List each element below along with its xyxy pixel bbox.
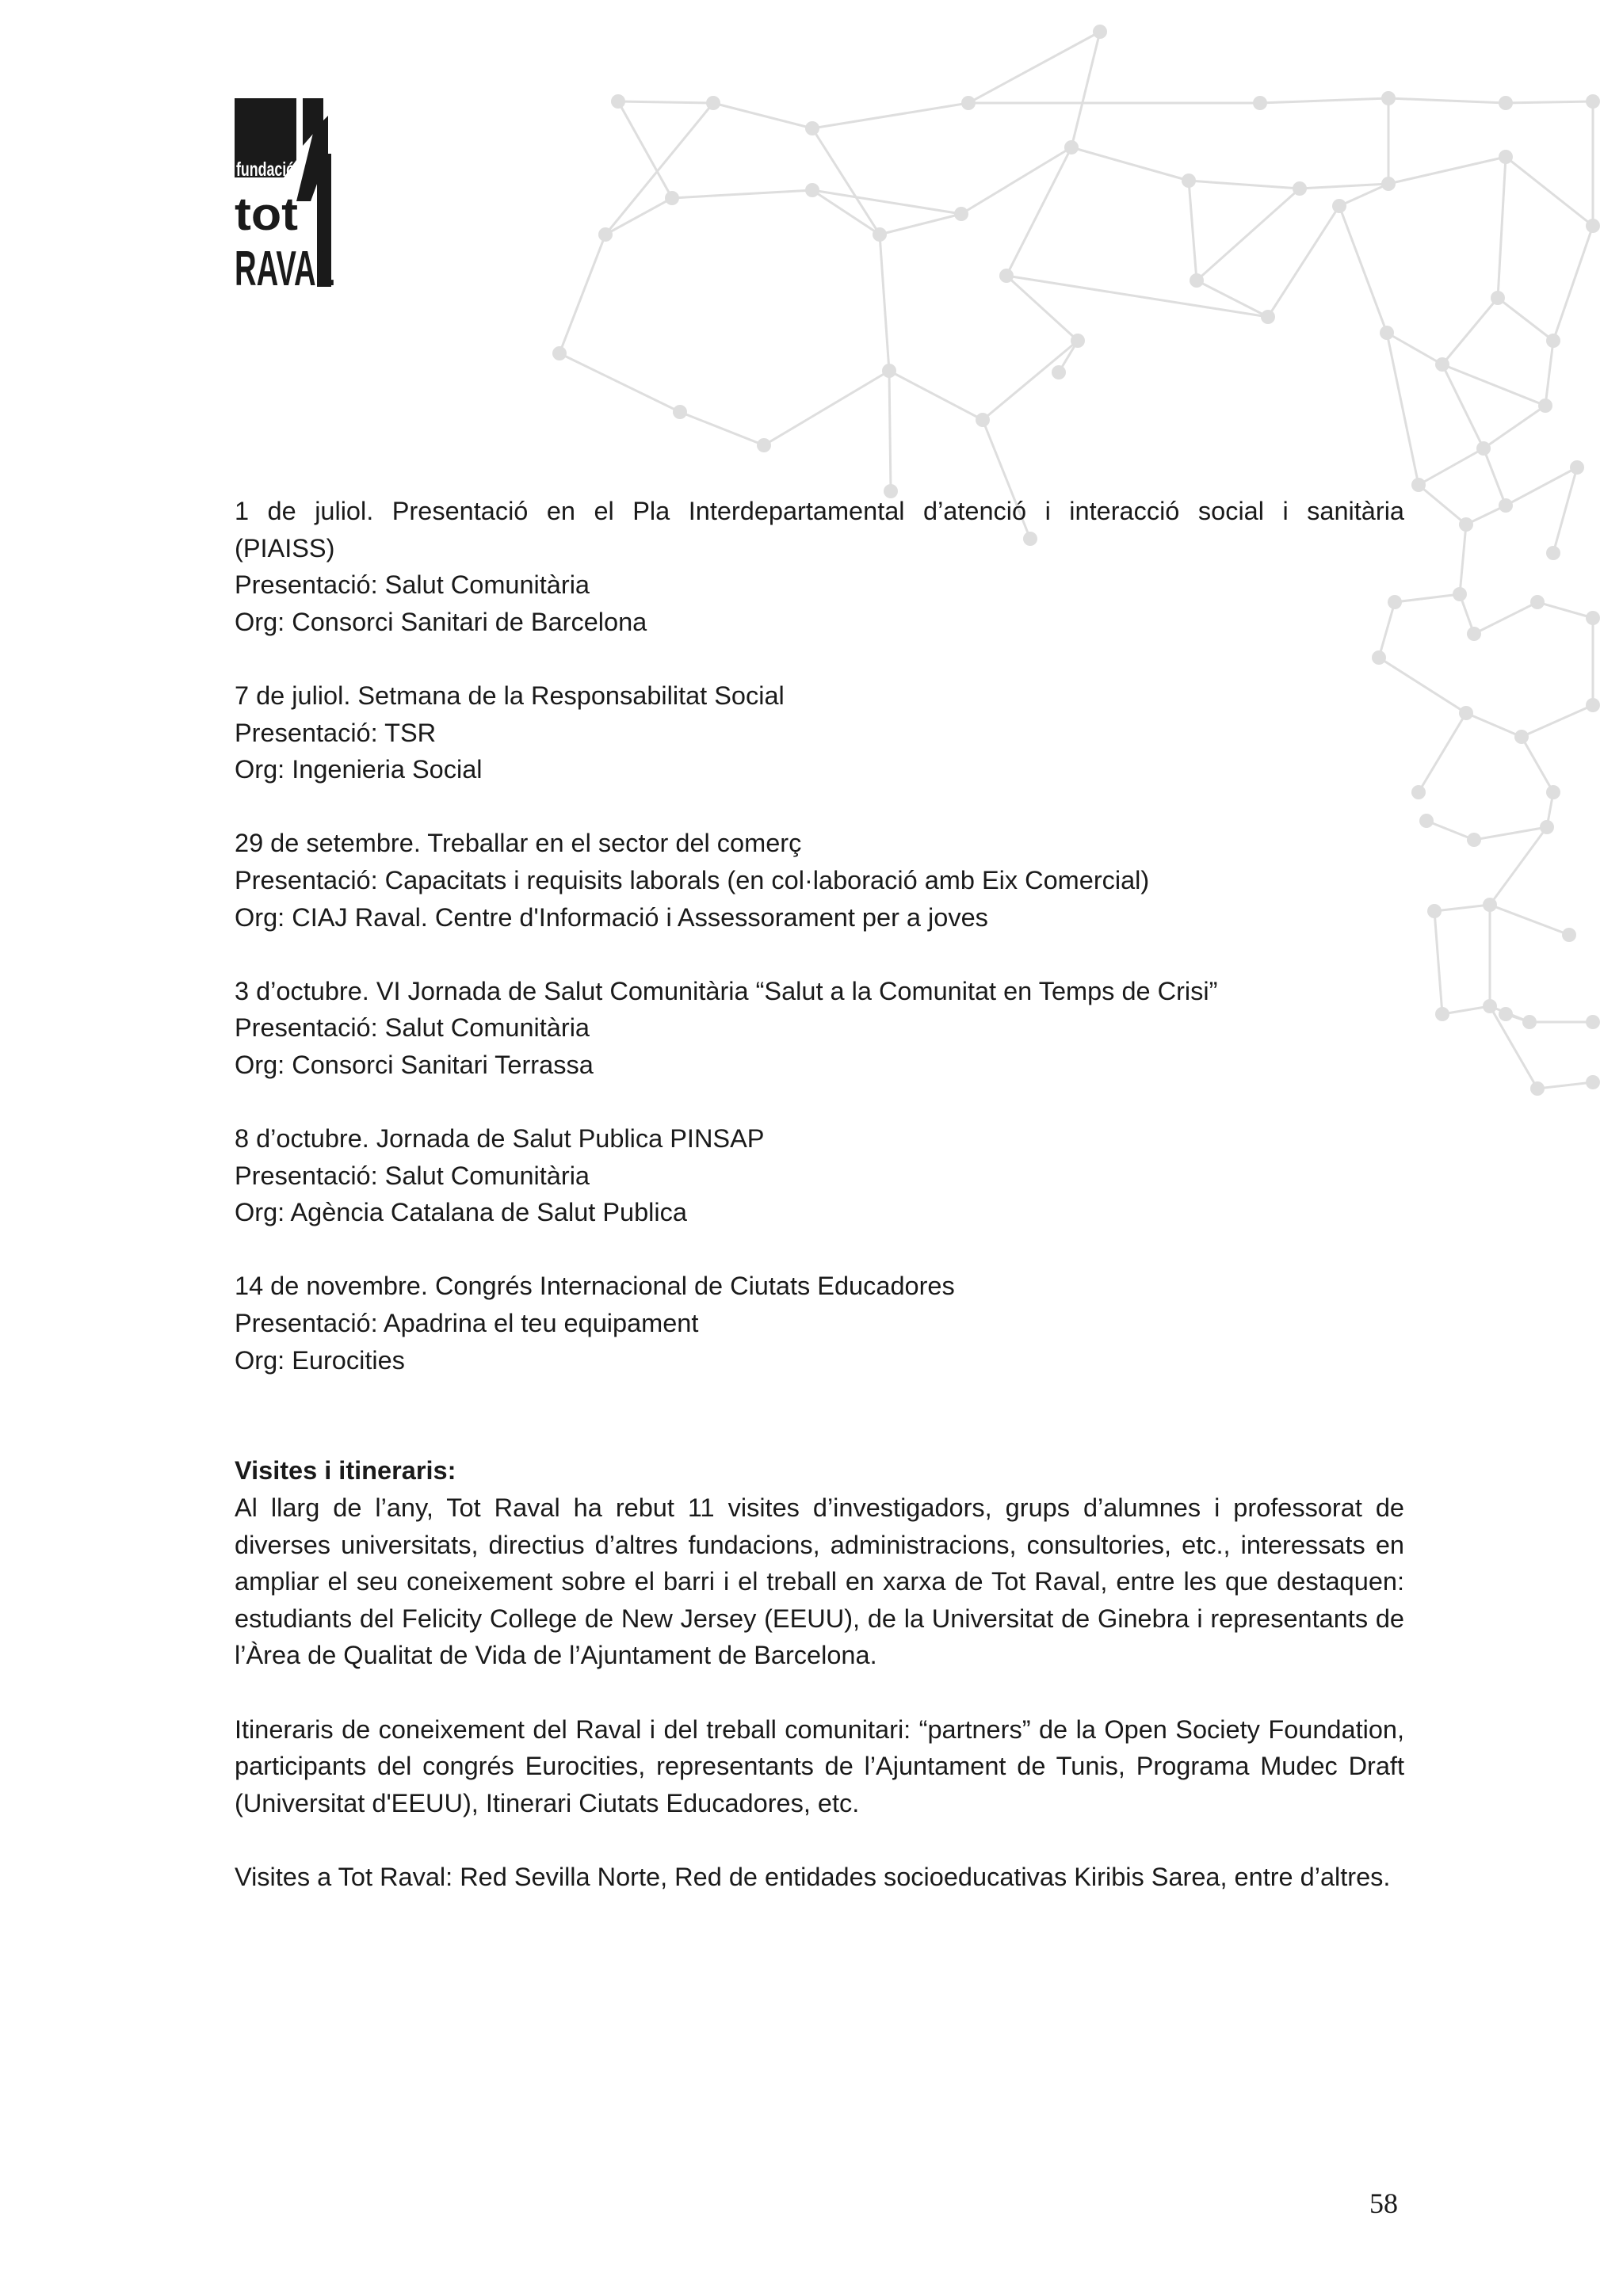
network-node <box>1435 1007 1449 1021</box>
section-heading-visits: Visites i itineraris: <box>235 1456 456 1486</box>
network-link <box>1506 467 1577 505</box>
network-link <box>983 341 1078 420</box>
network-link <box>812 128 880 235</box>
network-node <box>1530 595 1545 609</box>
network-node <box>1190 273 1204 288</box>
logo-word-fundacio: fundació <box>236 158 295 181</box>
network-link <box>1434 911 1442 1014</box>
network-link <box>1387 333 1442 364</box>
network-node <box>1093 25 1107 39</box>
network-node <box>1586 611 1600 625</box>
event-organizer: Org: Consorci Sanitari Terrassa <box>235 1050 594 1079</box>
network-node <box>1491 291 1505 305</box>
event-title: 3 d’octubre. VI Jornada de Salut Comunitària “Salut a la Comunitat en Temps de Crisi” <box>235 976 1218 1005</box>
network-node <box>1499 1007 1513 1021</box>
event-title: 1 de juliol. Presentació en el Pla Interdepartamental d’atenció i interacció social i sanitària <box>235 497 1404 525</box>
network-node <box>1483 999 1497 1013</box>
network-link <box>1442 298 1498 364</box>
network-node <box>1514 730 1529 744</box>
network-link <box>1537 602 1593 618</box>
logo-word-raval: RAVAL <box>235 242 334 296</box>
event-entry <box>235 973 1404 1084</box>
network-node <box>1586 94 1600 109</box>
network-node <box>1546 546 1560 560</box>
network-node <box>954 207 968 221</box>
event-title: 7 de juliol. Setmana de la Responsabilitat Social <box>235 681 785 710</box>
network-link <box>1071 147 1189 181</box>
event-presentation: Presentació: Apadrina el teu equipament <box>235 1309 699 1338</box>
network-link <box>1484 406 1545 448</box>
network-node <box>1586 1075 1600 1089</box>
event-presentation: Presentació: Capacitats i requisits laborals (en col·laboració amb Eix Comercial) <box>235 865 1150 894</box>
network-link <box>1442 364 1484 448</box>
network-node <box>1293 181 1307 196</box>
event-title: 14 de novembre. Congrés Internacional de Ciutats Educadores <box>235 1272 955 1301</box>
network-link <box>1484 448 1506 505</box>
network-node <box>1467 833 1481 847</box>
network-node <box>1499 96 1513 110</box>
network-link <box>812 190 880 235</box>
network-link <box>1434 905 1490 911</box>
network-link <box>1460 524 1466 594</box>
network-link <box>1490 905 1569 935</box>
network-link <box>1426 821 1474 840</box>
network-link <box>1506 157 1593 226</box>
network-link <box>1197 189 1300 280</box>
network-node <box>1332 199 1346 213</box>
event-entry <box>235 677 1404 788</box>
event-entry <box>235 493 1404 640</box>
network-link <box>1553 467 1577 553</box>
network-link <box>1474 602 1537 634</box>
network-node <box>1459 706 1473 720</box>
network-node <box>1261 310 1275 324</box>
network-link <box>968 32 1100 103</box>
network-link <box>1442 364 1545 406</box>
event-organizer: Org: Consorci Sanitari de Barcelona <box>235 607 647 636</box>
network-link <box>618 101 672 198</box>
network-link <box>1498 298 1553 341</box>
network-node <box>1570 460 1584 475</box>
logo-word-tot: tot <box>235 189 298 240</box>
network-node <box>1419 814 1434 828</box>
network-node <box>805 183 819 197</box>
event-presentation: Presentació: Salut Comunitària <box>235 1161 590 1190</box>
network-node <box>552 346 567 360</box>
network-node <box>976 413 990 427</box>
logo-mark <box>235 98 334 296</box>
network-link <box>1387 333 1419 485</box>
section-spacer <box>235 1416 1404 1453</box>
network-link <box>1545 341 1553 406</box>
network-link <box>880 235 889 371</box>
event-entry <box>235 1120 1404 1231</box>
network-link <box>1522 705 1593 737</box>
tot-raval-visits-paragraph: Visites a Tot Raval: Red Sevilla Norte, Red de entidades socioeducativas Kiribis Sarea, entre d’altres. <box>235 1862 1391 1891</box>
network-node <box>1411 478 1426 492</box>
network-link <box>559 353 680 412</box>
network-link <box>1260 98 1388 103</box>
network-node <box>1499 150 1513 164</box>
network-link <box>1466 713 1522 737</box>
network-link <box>1268 206 1339 317</box>
network-link <box>1300 184 1388 189</box>
network-node <box>1522 1015 1537 1029</box>
event-title-continuation: (PIAISS) <box>235 533 335 563</box>
event-entry <box>235 1268 1404 1379</box>
network-node <box>1253 96 1267 110</box>
event-presentation: Presentació: Salut Comunitària <box>235 570 590 600</box>
network-link <box>605 198 672 235</box>
network-node <box>1380 326 1394 340</box>
page-number: 58 <box>1369 2187 1398 2219</box>
network-link <box>889 371 983 420</box>
network-link <box>1506 101 1593 103</box>
network-node <box>1538 399 1552 413</box>
event-title: 8 d’octubre. Jornada de Salut Publica PINSAP <box>235 1124 765 1154</box>
network-node <box>1546 785 1560 799</box>
network-node <box>1540 820 1554 834</box>
network-node <box>706 96 720 110</box>
network-link <box>880 214 961 235</box>
network-link <box>1442 1006 1490 1014</box>
network-node <box>873 227 887 242</box>
network-node <box>1453 587 1467 601</box>
network-node <box>598 227 613 242</box>
network-link <box>1395 594 1460 602</box>
network-node <box>805 121 819 135</box>
network-node <box>673 405 687 419</box>
network-node <box>1562 928 1576 942</box>
event-presentation: Presentació: TSR <box>235 718 437 747</box>
network-node <box>1064 140 1079 154</box>
network-link <box>618 101 713 103</box>
network-node <box>1381 177 1396 191</box>
network-link <box>1419 485 1466 524</box>
network-node <box>1435 357 1449 372</box>
network-node <box>1381 91 1396 105</box>
document-body <box>235 493 1404 1932</box>
network-link <box>1537 1082 1593 1089</box>
network-node <box>611 94 625 109</box>
network-node <box>1411 785 1426 799</box>
event-organizer: Org: Ingenieria Social <box>235 755 483 784</box>
network-link <box>1474 827 1547 840</box>
fundacio-tot-raval-logo <box>235 98 334 296</box>
network-node <box>1467 627 1481 641</box>
network-node <box>1071 334 1085 348</box>
network-link <box>672 190 812 198</box>
network-link <box>1419 448 1484 485</box>
network-link <box>1419 713 1466 792</box>
network-link <box>764 371 889 445</box>
network-node <box>1530 1081 1545 1096</box>
network-link <box>1189 181 1300 189</box>
network-node <box>757 438 771 452</box>
network-node <box>665 191 679 205</box>
network-node <box>961 96 976 110</box>
network-link <box>1071 32 1100 147</box>
network-link <box>1490 827 1547 905</box>
network-link <box>1388 157 1506 184</box>
network-node <box>1546 334 1560 348</box>
event-organizer: Org: Agència Catalana de Salut Publica <box>235 1198 687 1227</box>
network-node <box>882 364 896 378</box>
network-node <box>1499 498 1513 513</box>
network-link <box>559 235 605 353</box>
network-link <box>1553 226 1593 341</box>
network-link <box>605 103 713 235</box>
network-link <box>713 103 812 128</box>
network-node <box>1182 174 1196 188</box>
network-link <box>1498 157 1506 298</box>
network-link <box>1339 206 1387 333</box>
network-node <box>1586 698 1600 712</box>
network-link <box>889 371 891 491</box>
network-link <box>680 412 764 445</box>
event-presentation: Presentació: Salut Comunitària <box>235 1013 590 1043</box>
network-link <box>812 190 961 214</box>
network-link <box>1522 737 1553 792</box>
network-link <box>1388 98 1506 103</box>
event-entry <box>235 825 1404 936</box>
network-node <box>1483 898 1497 912</box>
network-link <box>1189 181 1197 280</box>
network-node <box>1052 365 1066 379</box>
event-title: 29 de setembre. Treballar en el sector del comerç <box>235 829 802 858</box>
network-node <box>999 269 1014 283</box>
event-organizer: Org: CIAJ Raval. Centre d'Informació i Assessorament per a joves <box>235 902 988 932</box>
network-node <box>1476 441 1491 456</box>
event-organizer: Org: Eurocities <box>235 1345 405 1375</box>
network-node <box>1459 517 1473 532</box>
network-link <box>812 103 968 128</box>
visits-paragraph: Al llarg de l’any, Tot Raval ha rebut 11 visites d’investigadors, grups d’alumnes i professorat de diverses universitats, directius d’altres fundacions, administracions, consultories, etc., interessats en ampliar el seu coneixement sobre el barri i el treball en xarxa de Tot Raval, entre les que destaquen: estudiants del Felicity College de New Jersey (EEUU), de la Universitat de Ginebra i representants de l’Àrea de Qualitat de Vida de l’Ajuntament de Barcelona. <box>235 1493 1404 1670</box>
itineraries-paragraph: Itineraris de coneixement del Raval i del treball comunitari: “partners” de la Open Society Foundation, participants del congrés Eurocities, representants de l’Ajuntament de Tunis, Programa Mudec Draft (Universitat d'EEUU), Itinerari Ciutats Educadores, etc. <box>235 1714 1404 1817</box>
network-node <box>1586 1015 1600 1029</box>
network-node <box>1586 219 1600 233</box>
network-node <box>1427 904 1442 918</box>
